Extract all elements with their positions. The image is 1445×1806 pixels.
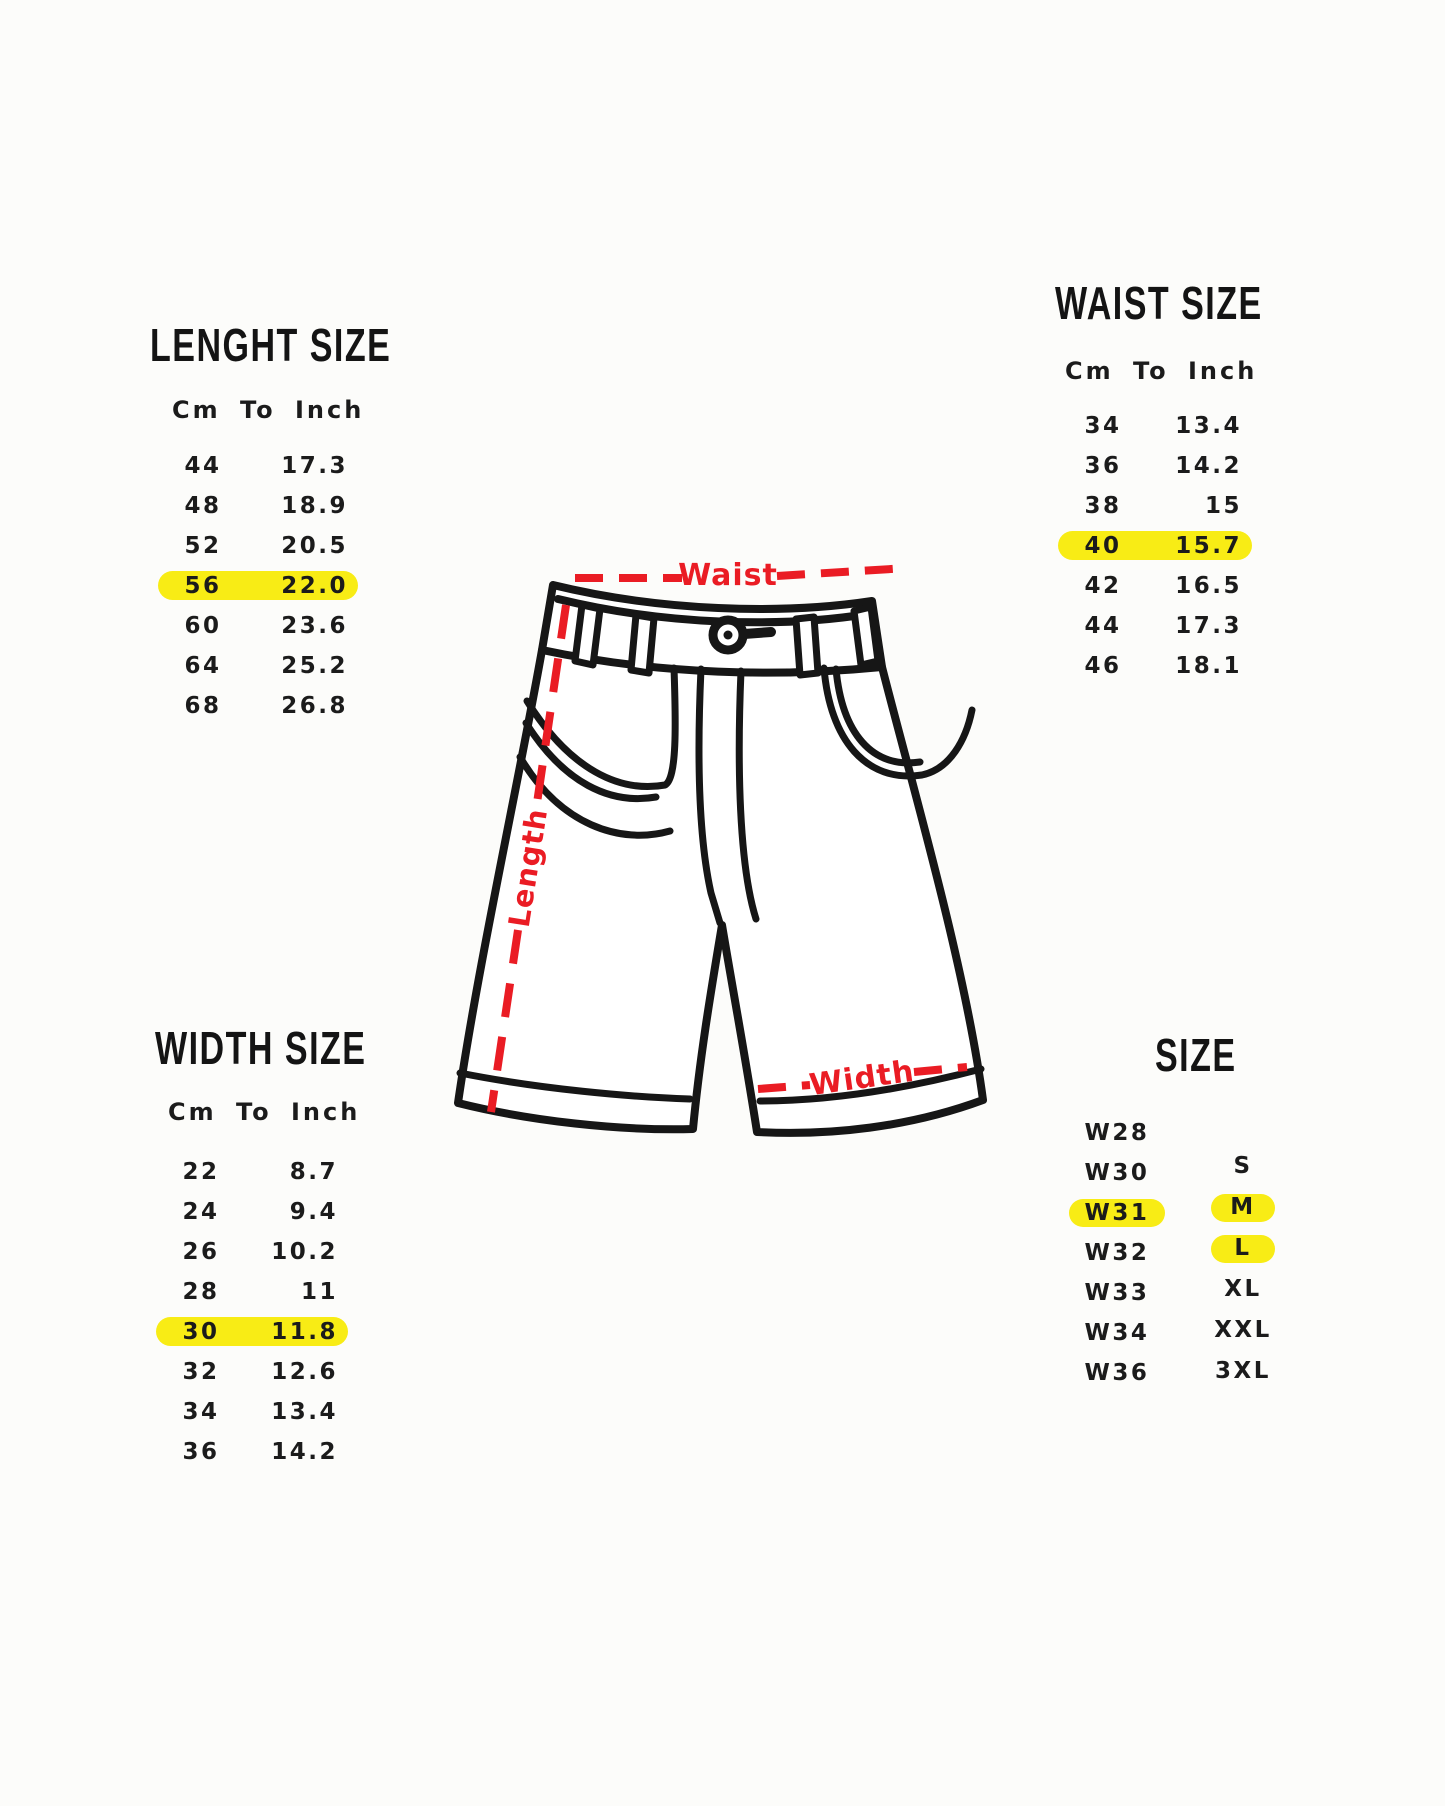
table-row bbox=[168, 1432, 338, 1472]
table-row bbox=[1070, 566, 1242, 606]
cm-value: 46 bbox=[1084, 653, 1122, 679]
inch-value: 20.5 bbox=[281, 533, 348, 559]
table-row bbox=[168, 1272, 338, 1312]
inch-value: 10.2 bbox=[271, 1239, 338, 1265]
table-row bbox=[170, 646, 348, 686]
inch-value: 14.2 bbox=[1175, 453, 1242, 479]
size-table bbox=[1060, 1029, 1320, 1432]
highlighted-size-letter-item: L bbox=[1198, 1228, 1288, 1269]
belt-loop bbox=[796, 617, 818, 675]
cm-value: 36 bbox=[182, 1439, 220, 1465]
cm-to-inch-header: Cm To Inch bbox=[168, 1098, 361, 1126]
inch-value: 22.0 bbox=[281, 573, 348, 599]
inch-value: 15.7 bbox=[1175, 533, 1242, 559]
waist-measure-line bbox=[777, 568, 908, 576]
cm-to-inch-header: Cm To Inch bbox=[1065, 357, 1258, 385]
highlighted-size-waist-item: W31 bbox=[1072, 1193, 1162, 1233]
size-letter-item: XL bbox=[1224, 1276, 1262, 1302]
table-row bbox=[170, 606, 348, 646]
size-waist-item: W32 bbox=[1084, 1240, 1150, 1266]
size-waist-item: W30 bbox=[1084, 1160, 1150, 1186]
width-size-title: WIDTH SIZE bbox=[155, 1022, 367, 1074]
inch-value: 16.5 bbox=[1175, 573, 1242, 599]
inch-value: 17.3 bbox=[281, 453, 348, 479]
table-row bbox=[170, 486, 348, 526]
inch-value: 8.7 bbox=[289, 1159, 338, 1185]
length-size-title: LENGHT SIZE bbox=[150, 319, 392, 371]
inch-value: 23.6 bbox=[281, 613, 348, 639]
size-waist-item: W34 bbox=[1084, 1320, 1150, 1346]
length-measure-label: Length bbox=[501, 805, 555, 930]
inch-value: 14.2 bbox=[271, 1439, 338, 1465]
button-bar bbox=[744, 632, 771, 634]
size-waist-column bbox=[1072, 1113, 1162, 1393]
width-size-table bbox=[155, 1022, 395, 1505]
size-letter-item: XXL bbox=[1214, 1317, 1272, 1343]
size-title: SIZE bbox=[1155, 1029, 1237, 1081]
cm-value: 22 bbox=[182, 1159, 220, 1185]
cm-value: 30 bbox=[182, 1319, 220, 1345]
size-waist-item: W36 bbox=[1084, 1360, 1150, 1386]
button-center-dot bbox=[724, 631, 733, 640]
waist-size-table bbox=[1055, 277, 1305, 720]
cm-value: 48 bbox=[184, 493, 222, 519]
cm-value: 60 bbox=[184, 613, 222, 639]
inch-value: 11.8 bbox=[271, 1319, 338, 1345]
inch-value: 11 bbox=[300, 1279, 338, 1305]
table-row bbox=[1070, 646, 1242, 686]
width-measure-label: Width bbox=[807, 1053, 917, 1104]
size-letter-item: 3XL bbox=[1215, 1358, 1271, 1384]
highlighted-row bbox=[1070, 526, 1242, 566]
inch-value: 9.4 bbox=[289, 1199, 338, 1225]
cm-value: 56 bbox=[184, 573, 222, 599]
width-measure-line bbox=[758, 1085, 810, 1089]
table-row bbox=[168, 1192, 338, 1232]
inch-value: 13.4 bbox=[1175, 413, 1242, 439]
cm-value: 34 bbox=[182, 1399, 220, 1425]
inch-value: 25.2 bbox=[281, 653, 348, 679]
inch-value: 18.1 bbox=[1175, 653, 1242, 679]
cm-value: 42 bbox=[1084, 573, 1122, 599]
table-row bbox=[1070, 406, 1242, 446]
highlighted-size-letter-item: M bbox=[1198, 1187, 1288, 1228]
table-row bbox=[168, 1152, 338, 1192]
size-waist-item: W33 bbox=[1084, 1280, 1150, 1306]
inch-value: 17.3 bbox=[1175, 613, 1242, 639]
cm-to-inch-header: Cm To Inch bbox=[172, 396, 365, 424]
table-row bbox=[1070, 486, 1242, 526]
waist-size-title: WAIST SIZE bbox=[1055, 277, 1263, 329]
size-letter-item: S bbox=[1233, 1153, 1253, 1179]
cm-value: 38 bbox=[1084, 493, 1122, 519]
cm-value: 24 bbox=[182, 1199, 220, 1225]
belt-loop bbox=[575, 605, 600, 665]
inch-value: 13.4 bbox=[271, 1399, 338, 1425]
size-waist-item: W28 bbox=[1084, 1120, 1150, 1146]
length-rows bbox=[170, 446, 348, 726]
cm-value: 44 bbox=[1084, 613, 1122, 639]
width-rows bbox=[168, 1152, 338, 1472]
table-row bbox=[1070, 606, 1242, 646]
waist-rows bbox=[1070, 406, 1242, 686]
table-row bbox=[170, 686, 348, 726]
size-letter-column bbox=[1198, 1146, 1288, 1392]
cm-value: 34 bbox=[1084, 413, 1122, 439]
belt-loop bbox=[854, 607, 878, 665]
cm-value: 68 bbox=[184, 693, 222, 719]
table-row bbox=[168, 1352, 338, 1392]
cm-value: 64 bbox=[184, 653, 222, 679]
inch-value: 18.9 bbox=[281, 493, 348, 519]
table-row bbox=[168, 1232, 338, 1272]
highlighted-row bbox=[170, 566, 348, 606]
cm-value: 44 bbox=[184, 453, 222, 479]
cm-value: 32 bbox=[182, 1359, 220, 1385]
table-row bbox=[170, 446, 348, 486]
waist-measure-label: Waist bbox=[678, 558, 778, 593]
inch-value: 12.6 bbox=[271, 1359, 338, 1385]
table-row bbox=[168, 1392, 338, 1432]
cm-value: 40 bbox=[1084, 533, 1122, 559]
inch-value: 26.8 bbox=[281, 693, 348, 719]
belt-loop bbox=[631, 615, 654, 673]
cm-value: 36 bbox=[1084, 453, 1122, 479]
table-row bbox=[1070, 446, 1242, 486]
width-measure-line bbox=[914, 1067, 967, 1072]
highlighted-row bbox=[168, 1312, 338, 1352]
table-row bbox=[170, 526, 348, 566]
shorts-illustration bbox=[430, 535, 990, 1145]
cm-value: 52 bbox=[184, 533, 222, 559]
inch-value: 15 bbox=[1204, 493, 1242, 519]
cm-value: 26 bbox=[182, 1239, 220, 1265]
length-size-table bbox=[150, 319, 392, 762]
cm-value: 28 bbox=[182, 1279, 220, 1305]
